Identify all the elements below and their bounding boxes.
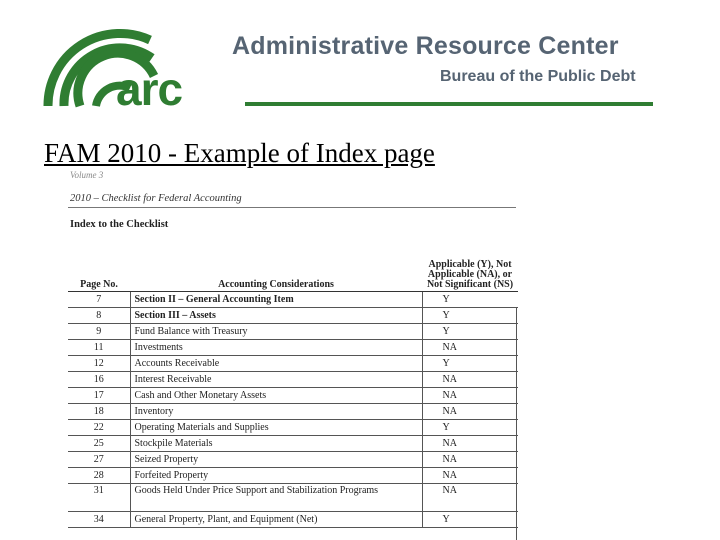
- row-page: 16: [68, 372, 130, 388]
- document-faded-heading: Volume 3: [70, 170, 104, 180]
- document-index-title: Index to the Checklist: [70, 219, 169, 230]
- row-page: 7: [68, 292, 130, 308]
- table-row: [68, 452, 518, 468]
- row-value: Y: [422, 512, 518, 528]
- row-value: NA: [422, 452, 518, 468]
- table-row: [68, 340, 518, 356]
- row-value: NA: [422, 484, 518, 512]
- row-item: Investments: [130, 340, 422, 356]
- document-header: 2010 – Checklist for Federal Accounting: [70, 193, 242, 204]
- row-item: Accounts Receivable: [130, 356, 422, 372]
- row-item: Cash and Other Monetary Assets: [130, 388, 422, 404]
- row-value: NA: [422, 388, 518, 404]
- row-page: 12: [68, 356, 130, 372]
- table-right-border: [516, 308, 517, 540]
- row-page: 18: [68, 404, 130, 420]
- row-item: Inventory: [130, 404, 422, 420]
- table-row: [68, 468, 518, 484]
- row-value: NA: [422, 436, 518, 452]
- row-value: NA: [422, 404, 518, 420]
- row-value: Y: [422, 356, 518, 372]
- row-page: 31: [68, 484, 130, 512]
- checklist-index-table: [68, 241, 518, 528]
- table-row: [68, 308, 518, 324]
- table-header-row: [68, 241, 518, 292]
- row-item: Stockpile Materials: [130, 436, 422, 452]
- table-row: [68, 512, 518, 528]
- table-row: [68, 324, 518, 340]
- header-rule: [245, 102, 653, 106]
- row-item: Fund Balance with Treasury: [130, 324, 422, 340]
- row-page: 28: [68, 468, 130, 484]
- column-header-page: Page No.: [68, 241, 130, 292]
- row-value: Y: [422, 308, 518, 324]
- row-item: Section III – Assets: [130, 308, 422, 324]
- table-row: [68, 356, 518, 372]
- slide-title: FAM 2010 - Example of Index page: [44, 138, 435, 168]
- row-item: General Property, Plant, and Equipment (Net): [130, 512, 422, 528]
- row-item: Interest Receivable: [130, 372, 422, 388]
- row-item: Forfeited Property: [130, 468, 422, 484]
- table-row: [68, 292, 518, 308]
- row-page: 11: [68, 340, 130, 356]
- logo-text: arc: [116, 63, 183, 108]
- table-row: [68, 372, 518, 388]
- row-page: 34: [68, 512, 130, 528]
- row-item: Goods Held Under Price Support and Stabilization Programs: [130, 484, 422, 512]
- row-value: NA: [422, 372, 518, 388]
- table-row: [68, 388, 518, 404]
- table-row: [68, 420, 518, 436]
- document-header-rule: [68, 207, 516, 208]
- table-row: [68, 404, 518, 420]
- arc-logo: [40, 26, 235, 108]
- column-header-accounting: Accounting Considerations: [130, 241, 422, 292]
- org-subtitle: Bureau of the Public Debt: [440, 68, 636, 85]
- row-page: 8: [68, 308, 130, 324]
- table-row: [68, 436, 518, 452]
- org-name: Administrative Resource Center: [232, 32, 619, 60]
- row-item: Seized Property: [130, 452, 422, 468]
- row-page: 27: [68, 452, 130, 468]
- row-page: 17: [68, 388, 130, 404]
- table-row: [68, 484, 518, 512]
- row-value: Y: [422, 324, 518, 340]
- row-page: 22: [68, 420, 130, 436]
- row-value: NA: [422, 340, 518, 356]
- document-excerpt: [68, 168, 520, 540]
- row-value: Y: [422, 420, 518, 436]
- row-value: Y: [422, 292, 518, 308]
- row-value: NA: [422, 468, 518, 484]
- column-header-applicable: Applicable (Y), Not Applicable (NA), or Not Significant (NS): [422, 241, 518, 292]
- row-page: 9: [68, 324, 130, 340]
- row-item: Section II – General Accounting Item: [130, 292, 422, 308]
- row-item: Operating Materials and Supplies: [130, 420, 422, 436]
- row-page: 25: [68, 436, 130, 452]
